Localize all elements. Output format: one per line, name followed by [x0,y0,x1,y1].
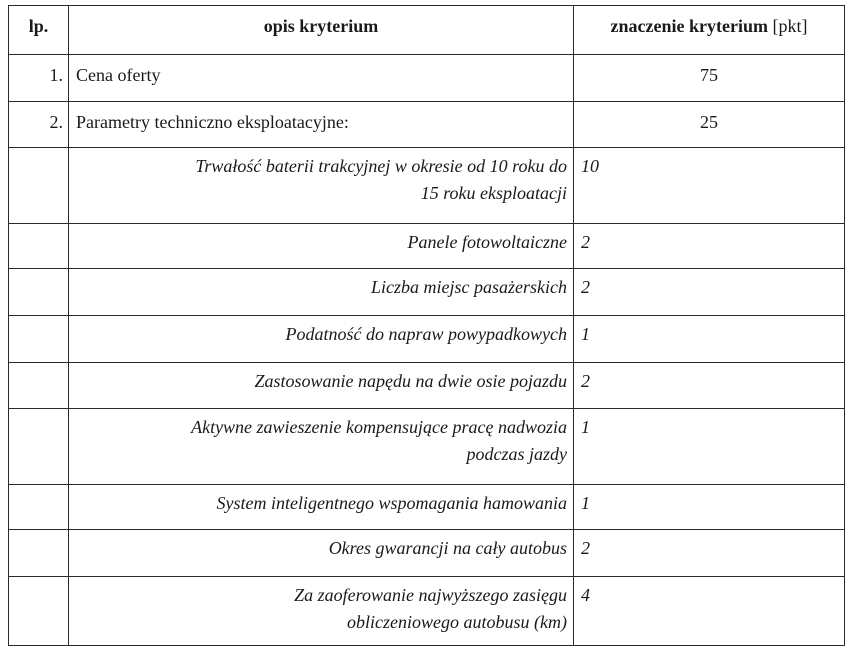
subrow-description-line: Zastosowanie napędu na dwie osie pojazdu [254,371,567,391]
subrow-description [69,577,574,646]
empty-lp-cell [9,577,69,646]
row-description: Cena oferty [69,55,574,102]
empty-lp-cell [9,269,69,316]
subrow-description [69,148,574,224]
header-lp: lp. [9,6,69,55]
empty-lp-cell [9,363,69,409]
subrow-description [69,363,574,409]
table-subrow [9,530,845,577]
subrow-description-line: Za zaoferowanie najwyższego zasięgu [294,585,567,605]
subrow-description-line: podczas jazdy [466,444,567,464]
header-value-label: znaczenie kryterium [610,16,768,36]
empty-lp-cell [9,224,69,269]
subrow-description [69,409,574,485]
subrow-description [69,485,574,530]
table-subrow [9,577,845,646]
row-value: 25 [574,102,845,148]
empty-lp-cell [9,485,69,530]
subrow-value: 2 [574,269,845,316]
table-subrow [9,316,845,363]
subrow-description [69,224,574,269]
subrow-value: 4 [574,577,845,646]
subrow-description-line: 15 roku eksploatacji [420,183,567,203]
subrow-value: 10 [574,148,845,224]
header-description: opis kryterium [69,6,574,55]
subrow-description-line: Panele fotowoltaiczne [407,232,567,252]
subrow-description-line: Aktywne zawieszenie kompensujące pracę nadwozia [191,417,567,437]
table-row [9,55,845,102]
subrow-value: 2 [574,224,845,269]
subrow-description [69,530,574,577]
subrow-description [69,269,574,316]
row-value: 75 [574,55,845,102]
table-subrow [9,485,845,530]
row-lp: 2. [9,102,69,148]
subrow-description-line: System inteligentnego wspomagania hamowania [216,493,567,513]
subrow-value: 1 [574,409,845,485]
subrow-description-line: obliczeniowego autobusu (km) [347,612,567,632]
table-subrow [9,148,845,224]
table-header-row [9,6,845,55]
empty-lp-cell [9,316,69,363]
table-subrow [9,224,845,269]
criteria-table [8,5,845,646]
subrow-description-line: Podatność do napraw powypadkowych [285,324,567,344]
subrow-description-line: Trwałość baterii trakcyjnej w okresie od 10 roku do [195,156,567,176]
subrow-description-line: Okres gwarancji na cały autobus [328,538,567,558]
table-subrow [9,269,845,316]
empty-lp-cell [9,530,69,577]
subrow-value: 1 [574,485,845,530]
subrow-value: 1 [574,316,845,363]
header-value [574,6,845,55]
row-lp: 1. [9,55,69,102]
subrow-description-line: Liczba miejsc pasażerskich [371,277,567,297]
table-row [9,102,845,148]
header-value-unit: [pkt] [772,16,808,36]
row-description: Parametry techniczno eksploatacyjne: [69,102,574,148]
table-subrow [9,363,845,409]
empty-lp-cell [9,148,69,224]
empty-lp-cell [9,409,69,485]
table-subrow [9,409,845,485]
subrow-value: 2 [574,363,845,409]
subrow-value: 2 [574,530,845,577]
subrow-description [69,316,574,363]
